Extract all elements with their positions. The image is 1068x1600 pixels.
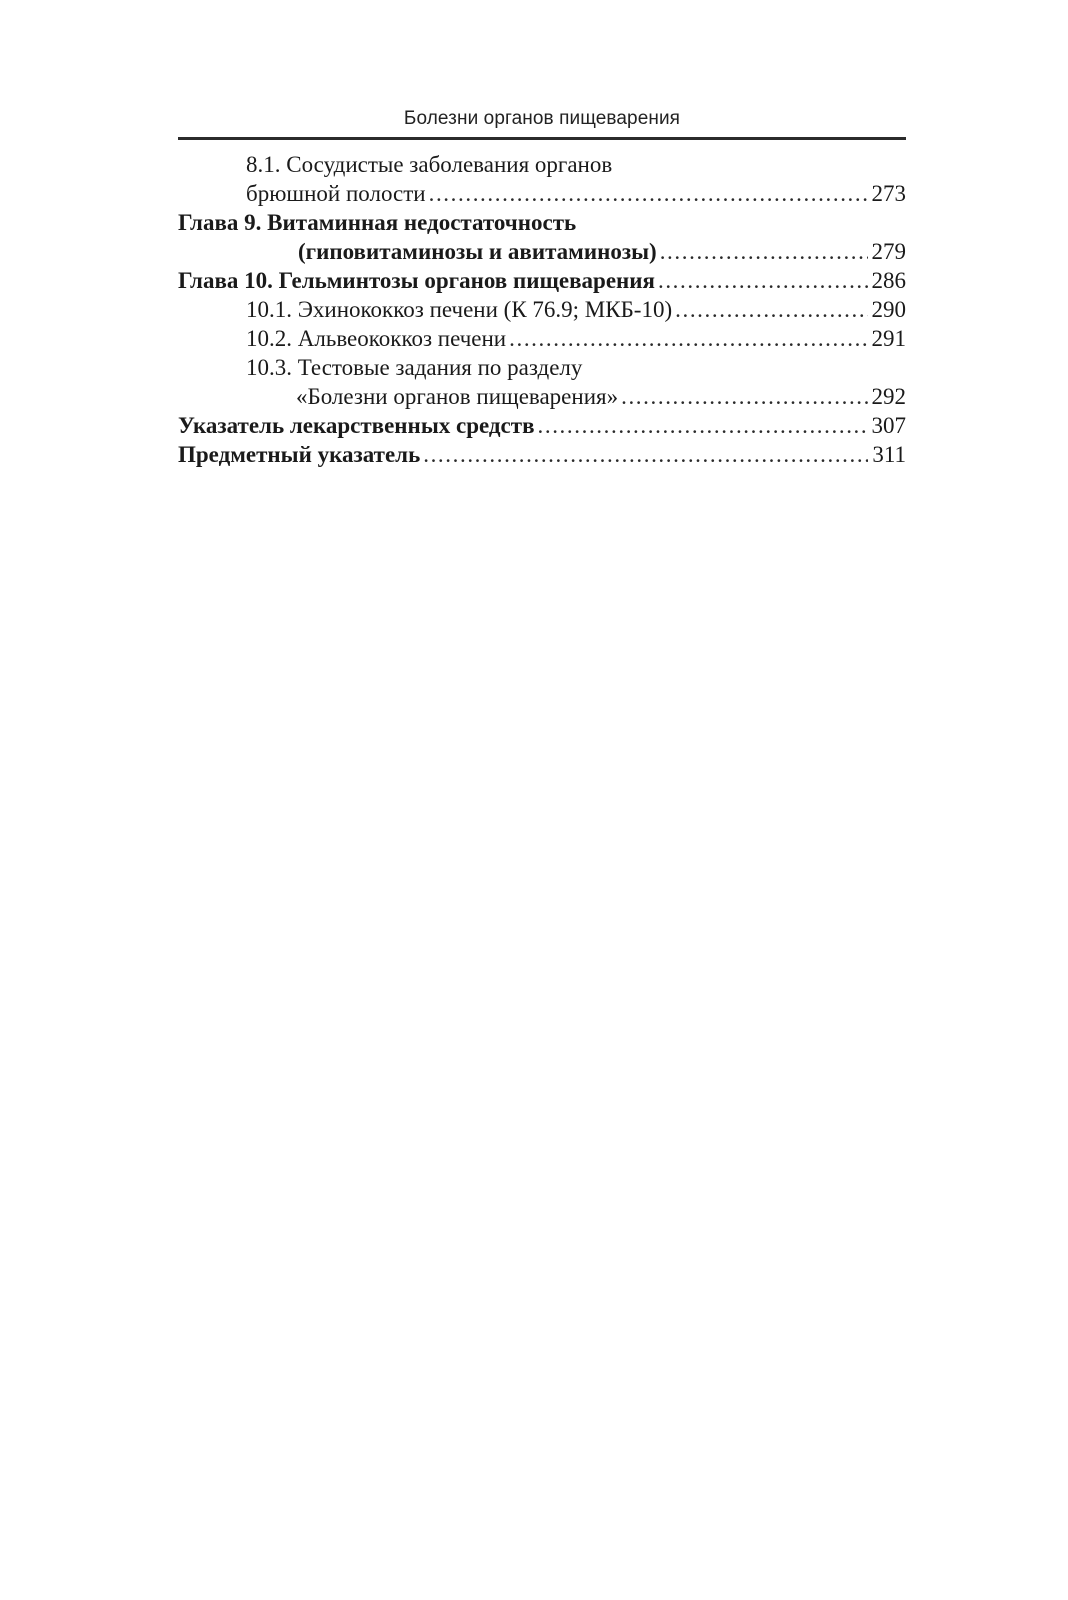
running-header: Болезни органов пищеварения <box>403 108 681 129</box>
dot-leader <box>538 411 868 440</box>
toc-page-number: 273 <box>871 181 906 206</box>
table-of-contents <box>178 150 906 469</box>
toc-entry-10-3-line-2[interactable] <box>178 382 906 411</box>
toc-page-number: 311 <box>872 442 906 467</box>
toc-page-number: 290 <box>871 297 906 322</box>
toc-entry-title: 10.2. Альвеококкоз печени <box>246 326 507 351</box>
toc-page-number: 307 <box>871 413 906 438</box>
toc-page-number: 286 <box>871 268 906 293</box>
dot-leader <box>658 266 868 295</box>
dot-leader <box>621 382 867 411</box>
dot-leader <box>509 324 867 353</box>
dot-leader <box>675 295 867 324</box>
toc-subject-index[interactable] <box>178 440 906 469</box>
toc-chapter-9-line-1 <box>178 208 906 237</box>
toc-page-number: 291 <box>871 326 906 351</box>
toc-page-number: 279 <box>871 239 906 264</box>
toc-entry-10-3-line-1 <box>178 353 906 382</box>
toc-chapter-title: Указатель лекарственных средств <box>178 413 535 438</box>
toc-chapter-9-line-2[interactable] <box>178 237 906 266</box>
toc-entry-8-1-line-1 <box>178 150 906 179</box>
toc-chapter-title: Предметный указатель <box>178 442 421 467</box>
dot-leader <box>423 440 868 469</box>
toc-chapter-10[interactable] <box>178 266 906 295</box>
toc-entry-title: 10.3. Тестовые задания по разделу <box>246 355 583 380</box>
toc-entry-10-2[interactable] <box>178 324 906 353</box>
toc-entry-title: брюшной полости <box>246 181 426 206</box>
toc-drug-index[interactable] <box>178 411 906 440</box>
toc-chapter-title: Глава 9. Витаминная недостаточность <box>178 210 577 235</box>
toc-entry-title: 10.1. Эхинококкоз печени (К 76.9; МКБ-10) <box>246 297 673 322</box>
toc-entry-8-1-line-2[interactable] <box>178 179 906 208</box>
dot-leader <box>660 237 868 266</box>
toc-entry-10-1[interactable] <box>178 295 906 324</box>
header-divider <box>178 137 906 140</box>
toc-entry-title: «Болезни органов пищеварения» <box>296 384 619 409</box>
dot-leader <box>429 179 868 208</box>
toc-page-number: 292 <box>871 384 906 409</box>
toc-chapter-title: (гиповитаминозы и авитаминозы) <box>298 239 657 264</box>
toc-entry-title: 8.1. Сосудистые заболевания органов <box>246 152 613 177</box>
toc-chapter-title: Глава 10. Гельминтозы органов пищеварения <box>178 268 655 293</box>
